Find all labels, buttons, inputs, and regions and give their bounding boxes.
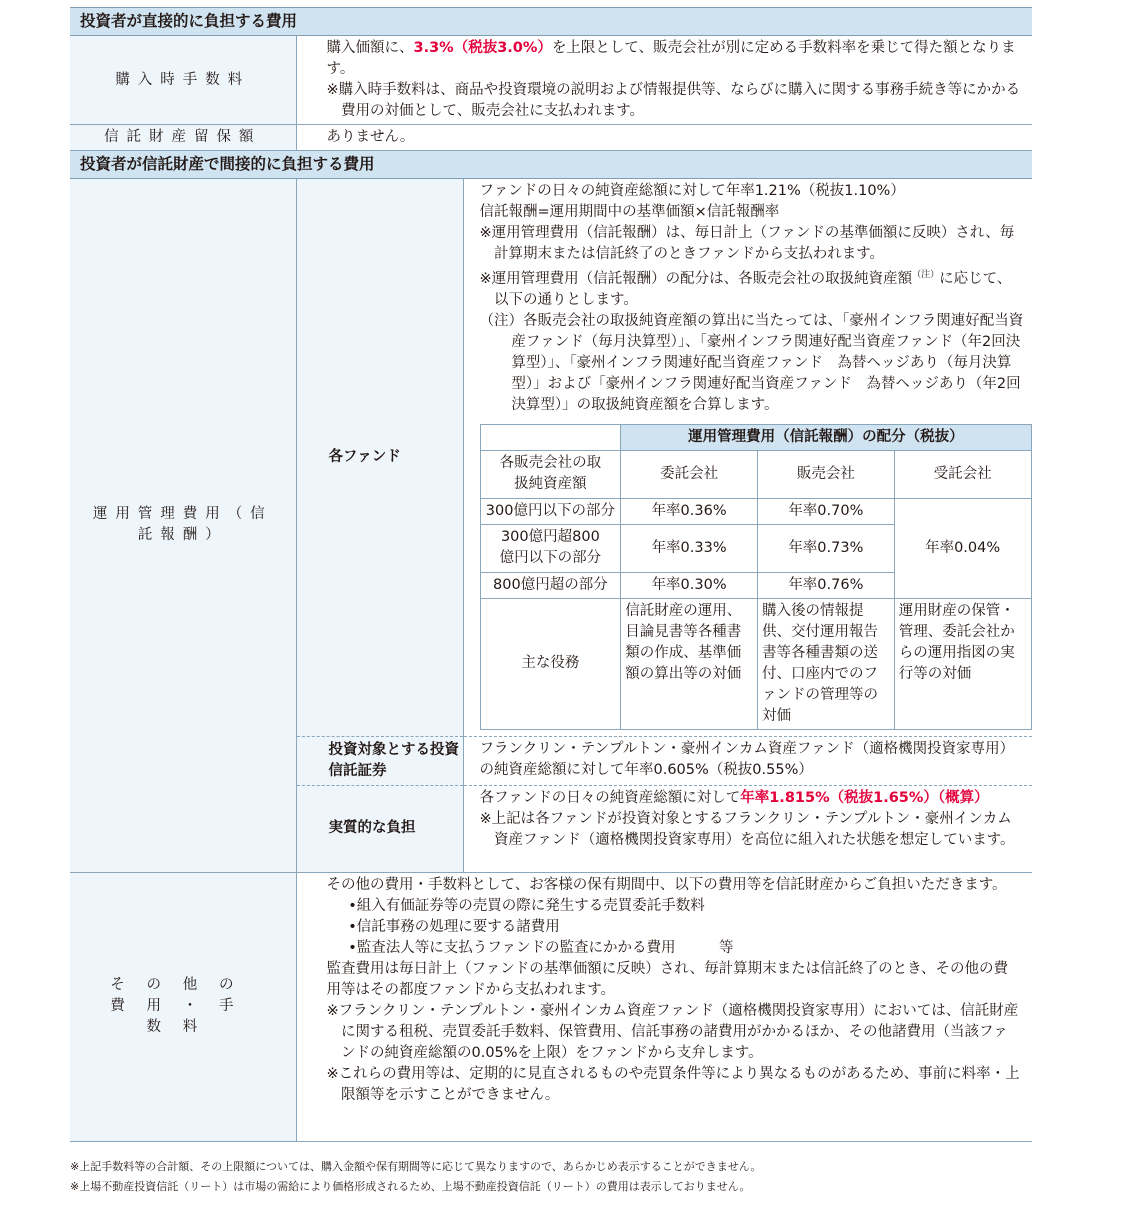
- each-fund-row: [70, 179, 1032, 737]
- role-distributor: 購入後の情報提供、交付運用報告書等各種書類の送付、口座内でのファンドの管理等の対価: [757, 598, 894, 729]
- effective-burden-text: 各ファンドの日々の純資産総額に対して: [479, 789, 741, 806]
- other-fees-bullet: •信託事務の処理に要する諸費用: [348, 918, 560, 935]
- each-fund-content: [463, 179, 1032, 737]
- target-fund-label: 投資対象とする投資信託証券: [296, 736, 463, 785]
- other-fees-row: [70, 872, 1032, 1141]
- trust-fee-note2-pre: ※運用管理費用（信託報酬）の配分は、各販売会社の取扱純資産額: [479, 270, 913, 287]
- trust-fee-note2-post: に応じて、以下の通りとします。: [494, 270, 1012, 308]
- other-fees-label: その他の費用・手数料: [70, 872, 296, 1141]
- allocation-row-c2: 年率0.76%: [757, 572, 894, 598]
- purchase-fee-text-post: を上限として、販売会社が別に定める手数料率を乗じて得た額となります。: [326, 40, 1016, 77]
- allocation-head-col0: 各販売会社の取扱純資産額: [480, 450, 621, 498]
- effective-burden-line: [480, 788, 1025, 809]
- purchase-fee-line: [327, 38, 1023, 80]
- allocation-row-c1: 年率0.30%: [621, 572, 758, 598]
- purchase-fee-row: [70, 36, 1032, 125]
- fee-document: [70, 7, 1032, 1142]
- allocation-head-col1: 委託会社: [621, 450, 758, 498]
- allocation-row-c1: 年率0.33%: [621, 524, 758, 572]
- retention-row: [70, 125, 1032, 151]
- other-fees-intro: その他の費用・手数料として、お客様の保有期間中、以下の費用等を信託財産からご負担いただきます。: [326, 876, 1007, 893]
- other-fees-bullet: •監査法人等に支払うファンドの監査にかかる費用 等: [348, 939, 734, 956]
- effective-burden-rate: 年率1.815%（税抜1.65%）（概算）: [740, 789, 989, 806]
- other-fees-note2: ※これらの費用等は、定期的に見直されるものや売買条件等により異なるものがあるため、事前に料率・上限額等を示すことができません。: [326, 1065, 1020, 1103]
- purchase-fee-note: ※購入時手数料は、商品や投資環境の説明および情報提供等、ならびに購入に関する事務手続き等にかかる費用の対価として、販売会社に支払われます。: [326, 82, 1021, 119]
- purchase-fee-label: 購入時手数料: [70, 36, 296, 125]
- allocation-row-c1: 年率0.36%: [621, 498, 758, 524]
- allocation-row-label: 800億円超の部分: [480, 572, 621, 598]
- section-indirect-title: 投資者が信託財産で間接的に負担する費用: [70, 151, 1032, 179]
- mgmt-fee-label: 運用管理費用（信託報酬）: [70, 179, 296, 873]
- allocation-table: [480, 424, 1032, 730]
- allocation-roles-row: [480, 598, 1031, 729]
- other-fees-content: [296, 872, 1032, 1141]
- allocation-row-c2: 年率0.70%: [757, 498, 894, 524]
- roles-label: 主な役務: [480, 598, 621, 729]
- allocation-title-row: [480, 424, 1031, 450]
- retention-label: 信託財産留保額: [70, 125, 296, 151]
- trust-fee-note3: （注）各販売会社の取扱純資産額の算出に当たっては、「豪州インフラ関連好配当資産ファンド（毎月決算型）」、「豪州インフラ関連好配当資産ファンド（年2回決算型）」、「豪州インフラ関連好配当資産ファンド 為替ヘッジあり（毎月決算型）」および「豪州インフラ関連好配当資産ファンド 為替ヘッジあり（年2回決算型）」の取扱純資産額を合算します。: [479, 312, 1024, 413]
- footnote: ※上場不動産投資信託（リート）は市場の需給により価格形成されるため、上場不動産投資信託（リート）の費用は表示しておりません。: [70, 1180, 751, 1193]
- trustee-rate: 年率0.04%: [894, 498, 1031, 598]
- allocation-row: [480, 498, 1031, 524]
- section-direct-header: [70, 8, 1032, 36]
- trust-fee-note1: ※運用管理費用（信託報酬）は、毎日計上（ファンドの基準価額に反映）され、毎計算期末または信託終了のときファンドから支払われます。: [479, 225, 1015, 262]
- purchase-fee-text-pre: 購入価額に、: [326, 40, 414, 56]
- target-fund-text: フランクリン・テンプルトン・豪州インカム資産ファンド（適格機関投資家専用）の純資産総額に対して年率0.605%（税抜0.55%）: [463, 736, 1032, 785]
- effective-burden-label: 実質的な負担: [296, 785, 463, 872]
- purchase-fee-rate: 3.3%（税抜3.0%）: [413, 40, 552, 56]
- allocation-head-col2: 販売会社: [757, 450, 894, 498]
- audit-fee-text: 監査費用は毎日計上（ファンドの基準価額に反映）され、毎計算期末または信託終了のとき、その他の費用等はその都度ファンドから支払われます。: [326, 960, 1008, 998]
- trust-fee-note2: [480, 265, 1025, 311]
- allocation-row-c2: 年率0.73%: [757, 524, 894, 572]
- each-fund-label: 各ファンド: [296, 179, 463, 737]
- allocation-row-label: 300億円以下の部分: [480, 498, 621, 524]
- trust-fee-note2-sup: （注）: [912, 270, 940, 280]
- purchase-fee-content: [296, 36, 1032, 125]
- section-direct-title: 投資者が直接的に負担する費用: [70, 8, 1032, 36]
- allocation-header-row: [480, 450, 1031, 498]
- allocation-row-label: 300億円超800億円以下の部分: [480, 524, 621, 572]
- fee-table: [70, 7, 1032, 1142]
- effective-burden-content: [463, 785, 1032, 872]
- each-fund-rate: ファンドの日々の純資産総額に対して年率1.21%（税抜1.10%）: [479, 183, 905, 199]
- effective-burden-note: ※上記は各ファンドが投資対象とするフランクリン・テンプルトン・豪州インカム資産ファンド（適格機関投資家専用）を高位に組入れた状態を想定しています。: [479, 810, 1015, 848]
- role-consignor: 信託財産の運用、目論見書等各種書類の作成、基準価額の算出等の対価: [621, 598, 758, 729]
- allocation-title: 運用管理費用（信託報酬）の配分（税抜）: [621, 424, 1031, 450]
- role-trustee: 運用財産の保管・管理、委託会社からの運用指図の実行等の対価: [894, 598, 1031, 729]
- other-fees-bullet: •組入有価証券等の売買の際に発生する売買委託手数料: [348, 897, 705, 914]
- footnote: ※上記手数料等の合計額、その上限額については、購入金額や保有期間等に応じて異なりますので、あらかじめ表示することができません。: [70, 1160, 762, 1173]
- retention-value: ありません。: [296, 125, 1032, 151]
- footnotes: [70, 1157, 761, 1197]
- other-fees-note1: ※フランクリン・テンプルトン・豪州インカム資産ファンド（適格機関投資家専用）においては、信託財産に関する租税、売買委託手数料、保管費用、信託事務の諸費用がかかるほか、その他諸費用（当該ファンドの純資産総額の0.05%を上限）をファンドから支弁します。: [326, 1002, 1019, 1061]
- allocation-head-col3: 受託会社: [894, 450, 1031, 498]
- trust-fee-formula: 信託報酬=運用期間中の基準価額×信託報酬率: [479, 204, 780, 220]
- section-indirect-header: [70, 151, 1032, 179]
